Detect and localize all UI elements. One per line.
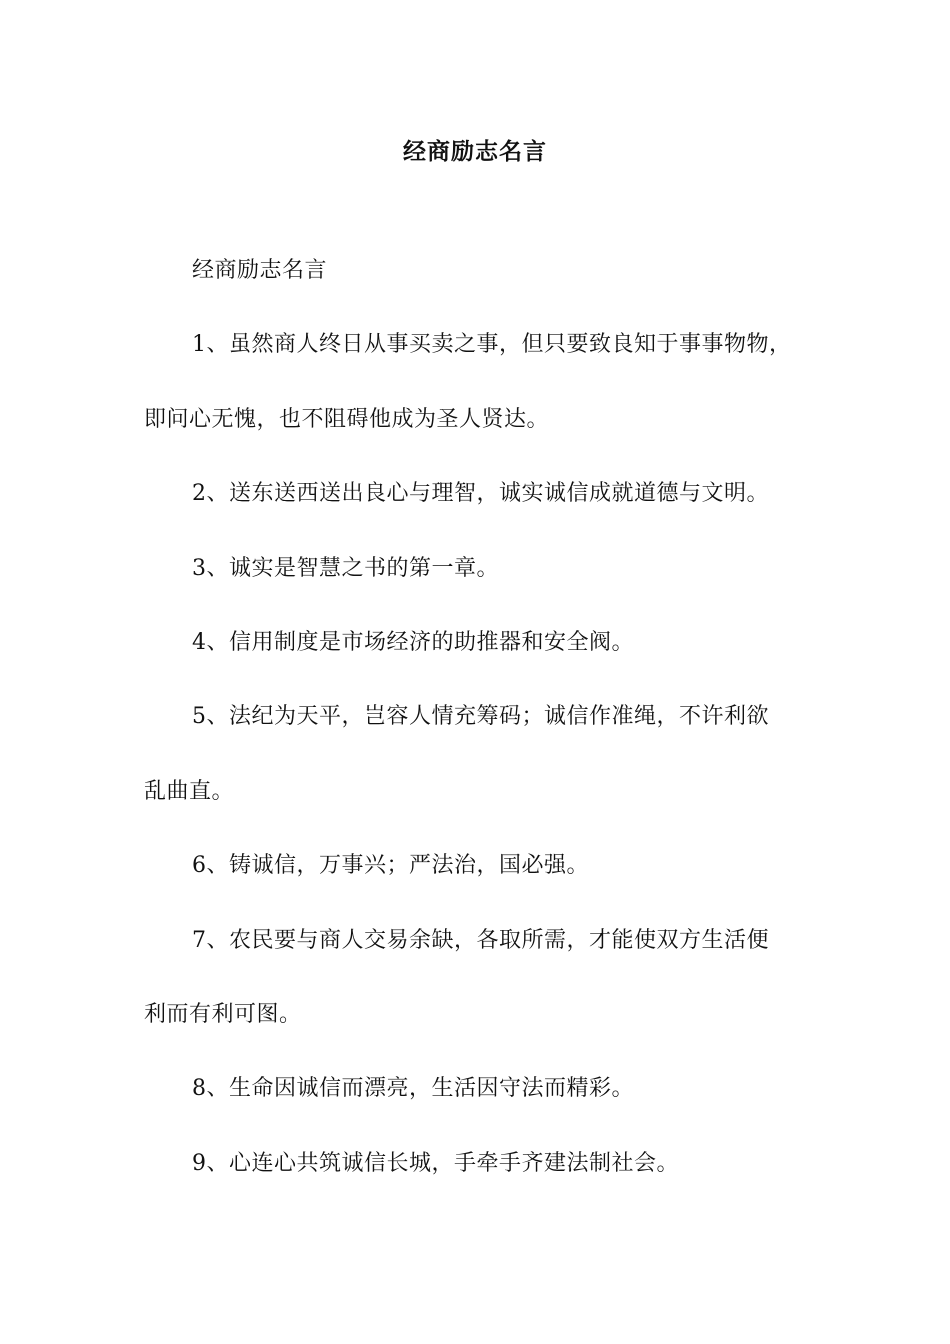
quote-item-6	[144, 847, 824, 884]
paragraph-subtitle	[144, 252, 824, 289]
document-title: 经商励志名言	[403, 138, 547, 165]
quote-item-4	[144, 624, 824, 661]
quote-item-8	[144, 1070, 824, 1107]
paragraph-line-continuation: 乱曲直。	[144, 778, 235, 804]
paragraph-line: 3、诚实是智慧之书的第一章。	[192, 555, 499, 581]
paragraph-line: 2、送东送西送出良心与理智，诚实诚信成就道德与文明。	[192, 481, 769, 507]
paragraph-line: 7、农民要与商人交易余缺，各取所需，才能使双方生活便	[192, 927, 769, 953]
paragraph-line: 4、信用制度是市场经济的助推器和安全阀。	[192, 629, 634, 655]
quote-item-5	[144, 698, 824, 809]
paragraph-line: 6、铸诚信，万事兴；严法治，国必强。	[192, 853, 589, 879]
quote-item-7	[144, 922, 824, 1033]
paragraph-line-continuation: 利而有利可图。	[144, 1001, 302, 1027]
quote-item-9	[144, 1145, 824, 1182]
document-body	[144, 252, 824, 1219]
paragraph-line: 1、虽然商人终日从事买卖之事，但只要致良知于事事物物，	[192, 332, 792, 358]
paragraph-line: 9、心连心共筑诚信长城，手牵手齐建法制社会。	[192, 1150, 679, 1176]
paragraph-line: 8、生命因诚信而漂亮，生活因守法而精彩。	[192, 1076, 634, 1102]
paragraph-line: 5、法纪为天平，岂容人情充筹码；诚信作准绳，不许利欲	[192, 704, 769, 730]
quote-item-1	[144, 326, 824, 437]
paragraph-line-continuation: 即问心无愧，也不阻碍他成为圣人贤达。	[144, 406, 550, 432]
quote-item-3	[144, 550, 824, 587]
quote-item-2	[144, 475, 824, 512]
paragraph-line: 经商励志名言	[192, 258, 328, 283]
